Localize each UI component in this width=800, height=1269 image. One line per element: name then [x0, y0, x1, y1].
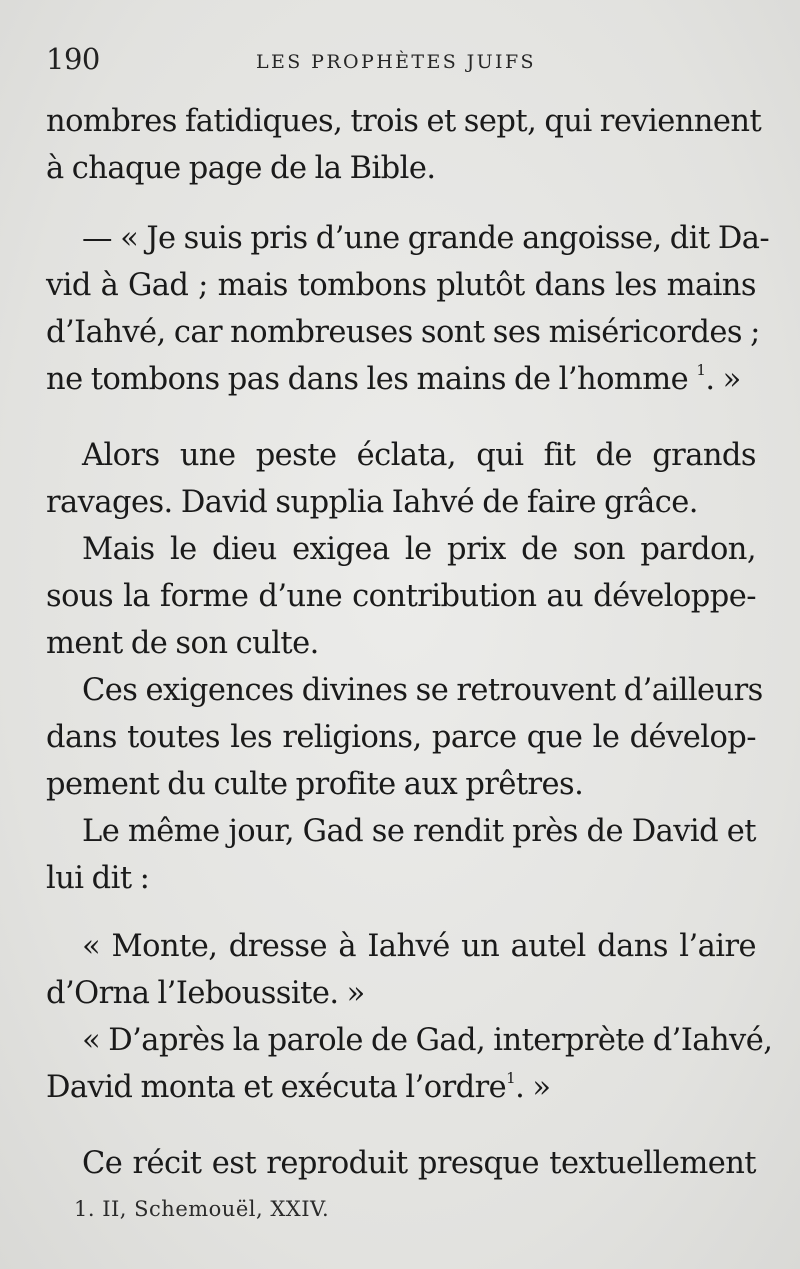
paragraph-1 — [46, 98, 762, 192]
page-body — [46, 98, 773, 1187]
paragraph-9 — [46, 1140, 756, 1187]
text-line: Ce récit est reproduit presque textuellement — [82, 1146, 756, 1181]
paragraph-6 — [46, 808, 756, 902]
paragraph-gap — [46, 403, 756, 432]
text-line: à chaque page de la Bible. — [46, 151, 436, 186]
text-line: Alors une peste éclata, qui fit de grands — [82, 438, 756, 473]
footnote: 1. II, Schemouël, XXIV. — [74, 1197, 330, 1221]
text-line: « Monte, dresse à Iahvé un autel dans l’aire — [82, 929, 756, 964]
text-segment: ne tombons pas dans les mains de l’homme — [46, 362, 689, 397]
text-segment: . » — [515, 1070, 551, 1105]
paragraph-gap — [46, 192, 756, 215]
text-line — [46, 1064, 756, 1111]
text-line: — « Je suis pris d’une grande angoisse, dit Da- — [82, 221, 770, 256]
text-line: « D’après la parole de Gad, interprète d’Iahvé, — [82, 1023, 773, 1058]
paragraph-8-quote — [46, 1017, 773, 1111]
text-line: d’Orna l’Ieboussite. » — [46, 976, 365, 1011]
text-line: dans toutes les religions, parce que le dévelop- — [46, 720, 756, 755]
paragraph-gap — [46, 902, 756, 923]
page-number: 190 — [46, 42, 100, 76]
paragraph-gap — [46, 1111, 756, 1140]
footnote-mark: 1 — [696, 361, 706, 379]
text-line: d’Iahvé, car nombreuses sont ses miséricordes ; — [46, 315, 760, 350]
text-line: lui dit : — [46, 861, 150, 896]
text-line: Mais le dieu exigea le prix de son pardon, — [82, 532, 756, 567]
text-line: pement du culte profite aux prêtres. — [46, 767, 584, 802]
text-segment: David monta et exécuta l’ordre — [46, 1070, 507, 1105]
paragraph-7-quote — [46, 923, 756, 1017]
running-head: LES PROPHÈTES JUIFS — [256, 51, 536, 73]
text-line: nombres fatidiques, trois et sept, qui reviennent — [46, 104, 762, 139]
text-line: ravages. David supplia Iahvé de faire grâce. — [46, 485, 698, 520]
text-line — [46, 356, 756, 403]
text-line: Ces exigences divines se retrouvent d’ailleurs — [82, 673, 763, 708]
text-line: vid à Gad ; mais tombons plutôt dans les mains — [46, 268, 756, 303]
paragraph-2-quote — [46, 215, 770, 403]
paragraph-3 — [46, 432, 756, 526]
paragraph-4 — [46, 526, 756, 667]
text-line: Le même jour, Gad se rendit près de David et — [82, 814, 756, 849]
text-line: ment de son culte. — [46, 626, 319, 661]
text-segment: . » — [705, 362, 741, 397]
footnote-mark: 1 — [506, 1069, 516, 1087]
paragraph-5 — [46, 667, 763, 808]
page-header — [46, 42, 756, 78]
text-line: sous la forme d’une contribution au développe- — [46, 579, 756, 614]
